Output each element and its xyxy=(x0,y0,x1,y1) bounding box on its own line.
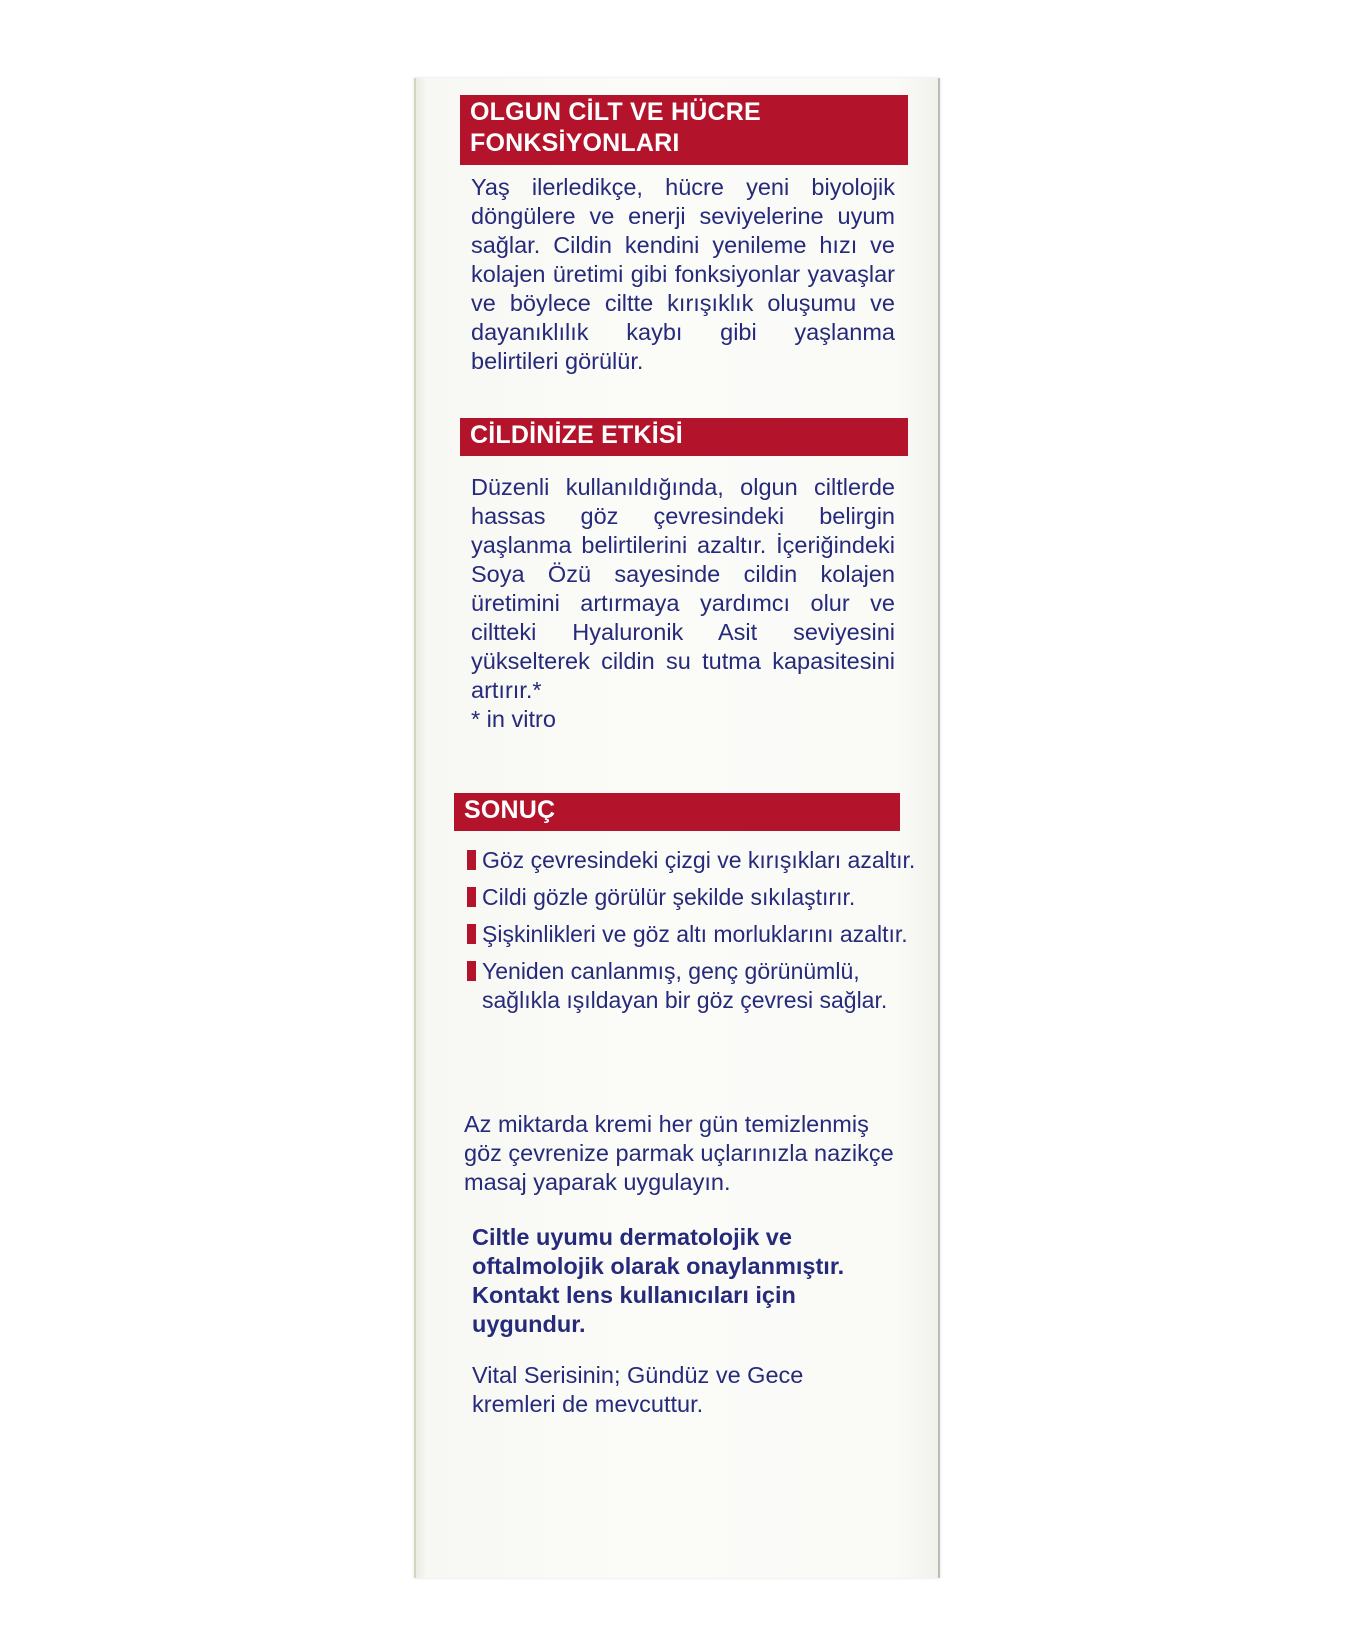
effect-footnote: * in vitro xyxy=(471,706,556,732)
list-item xyxy=(466,883,916,912)
usage-instructions: Az miktarda kremi her gün temizlenmiş göz çevrenize parmak uçlarınızla nazikçe masaj yaparak uygulayın. xyxy=(464,1111,894,1195)
result-list xyxy=(466,846,916,1023)
list-item-text: Yeniden canlanmış, genç görünümlü, sağlıkla ışıldayan bir göz çevresi sağlar. xyxy=(482,958,888,1013)
bullet-square-icon xyxy=(467,887,476,907)
effect-paragraph: Düzenli kullanıldığında, olgun ciltlerde hassas göz çevresindeki belirgin yaşlanma belirtilerini azaltır. İçeriğindeki Soya Özü sayesinde cildin kolajen üretimini artırmaya yardımcı olur ve ciltteki Hyaluronik Asit seviyesini yükselterek cildin su tutma kapasitesini artırır.* xyxy=(471,474,895,703)
section-title: CİLDİNİZE ETKİSİ xyxy=(470,421,683,449)
approval-note: Ciltle uyumu dermatolojik ve oftalmolojik olarak onaylanmıştır. Kontakt lens kullanıcıları için uygundur. xyxy=(472,1224,845,1337)
list-item-text: Cildi gözle görülür şekilde sıkılaştırır. xyxy=(482,884,856,910)
section-title: SONUÇ xyxy=(464,796,556,824)
bullet-square-icon xyxy=(467,850,476,870)
list-item-text: Şişkinlikleri ve göz altı morluklarını azaltır. xyxy=(482,921,908,947)
section-header-effect xyxy=(460,418,908,456)
section-header-mature-skin xyxy=(460,95,908,165)
section-header-result xyxy=(454,793,900,831)
list-item xyxy=(466,920,916,949)
list-item xyxy=(466,846,916,875)
mature-skin-paragraph: Yaş ilerledikçe, hücre yeni biyolojik döngülere ve enerji seviyelerine uyum sağlar. Cildin kendini yenileme hızı ve kolajen üretimi gibi fonksiyonlar yavaşlar ve böylece ciltte kırışıklık oluşumu ve dayanıklılık kaybı gibi yaşlanma belirtileri görülür. xyxy=(471,174,895,374)
list-item-text: Göz çevresindeki çizgi ve kırışıkları azaltır. xyxy=(482,847,916,873)
bullet-square-icon xyxy=(467,924,476,944)
list-item xyxy=(466,957,916,1015)
section-title-line: FONKSİYONLARI xyxy=(470,129,680,157)
series-note: Vital Serisinin; Gündüz ve Gece kremleri de mevcuttur. xyxy=(472,1362,804,1417)
section-title-line: OLGUN CİLT VE HÜCRE xyxy=(470,98,761,126)
bullet-square-icon xyxy=(467,961,476,981)
